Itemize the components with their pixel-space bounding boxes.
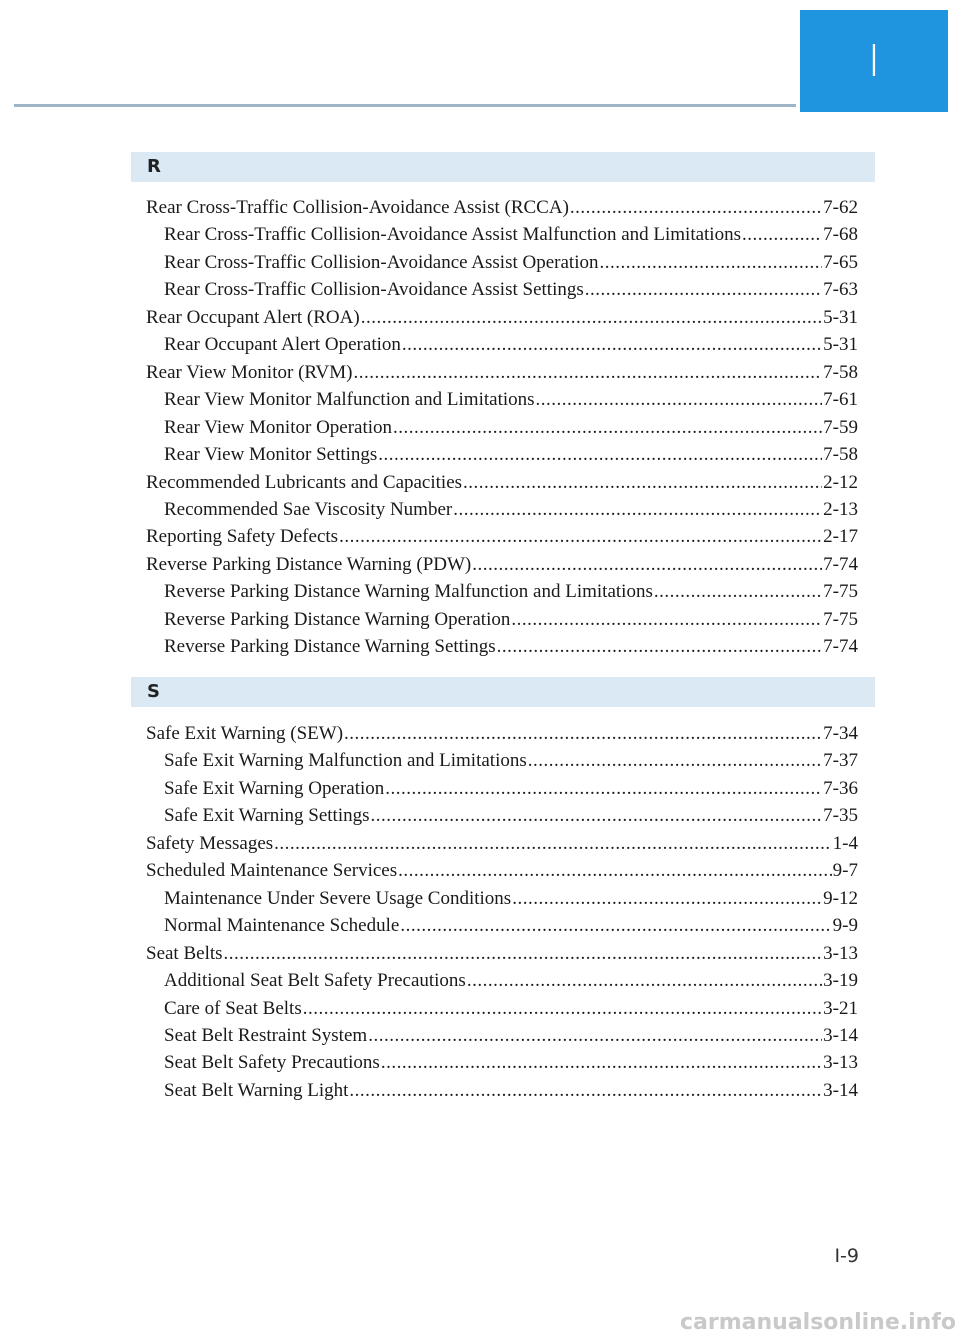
entry-label: Rear Cross-Traffic Collision-Avoidance Assist (RCCA) bbox=[146, 197, 569, 218]
index-entry[interactable] bbox=[146, 720, 858, 747]
dot-leader bbox=[402, 331, 822, 358]
index-entry[interactable] bbox=[146, 469, 858, 496]
index-subentry[interactable] bbox=[164, 221, 858, 248]
dot-leader bbox=[600, 249, 823, 276]
dot-leader bbox=[371, 802, 823, 829]
entry-label: Seat Belt Safety Precautions bbox=[164, 1052, 380, 1074]
entry-label: Seat Belts bbox=[146, 942, 223, 964]
entry-label: Maintenance Under Severe Usage Conditions bbox=[164, 887, 512, 909]
dot-leader bbox=[344, 720, 822, 747]
entry-label: Rear Cross-Traffic Collision-Avoidance Assist Malfunction and Limitations bbox=[164, 224, 741, 246]
dot-leader bbox=[497, 633, 823, 660]
entry-label: Rear View Monitor Settings bbox=[164, 444, 378, 466]
entry-page: 3-14 bbox=[823, 1024, 858, 1046]
entry-label: Rear Cross-Traffic Collision-Avoidance Assist Settings bbox=[164, 279, 584, 301]
dot-leader bbox=[585, 276, 822, 303]
entry-page: 7-59 bbox=[823, 416, 858, 438]
entry-page: 1-4 bbox=[832, 832, 858, 854]
index-subentry[interactable] bbox=[164, 995, 858, 1022]
index-subentry[interactable] bbox=[164, 1022, 858, 1049]
entry-label: Seat Belt Warning Light bbox=[164, 1079, 349, 1101]
dot-leader bbox=[378, 441, 822, 468]
dot-leader bbox=[400, 912, 831, 939]
index-subentry[interactable] bbox=[164, 775, 858, 802]
header-rule bbox=[14, 104, 796, 107]
dot-leader bbox=[398, 857, 832, 884]
dot-leader bbox=[528, 747, 822, 774]
dot-leader bbox=[381, 1049, 822, 1076]
entry-page: 2-13 bbox=[823, 498, 858, 520]
index-subentry[interactable] bbox=[164, 249, 858, 276]
entry-label: Reverse Parking Distance Warning (PDW) bbox=[146, 553, 472, 575]
index-entry[interactable] bbox=[146, 830, 858, 857]
index-subentry[interactable] bbox=[164, 414, 858, 441]
entry-page: 7-58 bbox=[823, 361, 858, 383]
index-subentry[interactable] bbox=[164, 331, 858, 358]
index-subentry[interactable] bbox=[164, 578, 858, 605]
entry-label: Rear View Monitor Operation bbox=[164, 416, 393, 438]
index-subentry[interactable] bbox=[164, 802, 858, 829]
entry-label: Reverse Parking Distance Warning Operation bbox=[164, 608, 511, 630]
entry-page: 3-21 bbox=[823, 997, 858, 1019]
entry-page: 7-74 bbox=[823, 553, 858, 575]
section-letter: R bbox=[147, 156, 161, 177]
dot-leader bbox=[536, 386, 823, 413]
entry-label: Normal Maintenance Schedule bbox=[164, 915, 400, 937]
section-header-r bbox=[131, 152, 875, 182]
dot-leader bbox=[511, 606, 822, 633]
index-entry[interactable] bbox=[146, 304, 858, 331]
entry-label: Care of Seat Belts bbox=[164, 997, 302, 1019]
entry-page: 7-68 bbox=[823, 224, 858, 246]
entry-page: 7-62 bbox=[823, 197, 858, 218]
entry-label: Rear View Monitor (RVM) bbox=[146, 361, 353, 383]
dot-leader bbox=[361, 304, 822, 331]
dot-leader bbox=[349, 1077, 822, 1104]
index-subentry[interactable] bbox=[164, 496, 858, 523]
entry-page: 2-17 bbox=[823, 526, 858, 548]
entry-label: Scheduled Maintenance Services bbox=[146, 860, 398, 882]
dot-leader bbox=[463, 469, 822, 496]
index-entry[interactable] bbox=[146, 523, 858, 550]
entry-page: 3-14 bbox=[823, 1079, 858, 1101]
index-entry[interactable] bbox=[146, 551, 858, 578]
index-subentry[interactable] bbox=[164, 276, 858, 303]
entry-page: 7-65 bbox=[823, 251, 858, 273]
entry-label: Rear Occupant Alert (ROA) bbox=[146, 306, 360, 328]
entry-page: 7-37 bbox=[823, 750, 858, 772]
entry-label: Safety Messages bbox=[146, 832, 274, 854]
dot-leader bbox=[385, 775, 822, 802]
entry-label: Safe Exit Warning Settings bbox=[164, 805, 370, 827]
dot-leader bbox=[354, 359, 823, 386]
entry-label: Safe Exit Warning Malfunction and Limitations bbox=[164, 750, 527, 772]
dot-leader bbox=[274, 830, 832, 857]
dot-leader bbox=[467, 967, 822, 994]
entry-label: Rear Occupant Alert Operation bbox=[164, 334, 401, 356]
section-letter: S bbox=[147, 681, 160, 702]
dot-leader bbox=[742, 221, 822, 248]
index-subentry[interactable] bbox=[164, 967, 858, 994]
index-entry[interactable] bbox=[146, 359, 858, 386]
index-subentry[interactable] bbox=[164, 747, 858, 774]
entry-page: 3-13 bbox=[823, 1052, 858, 1074]
entry-page: 5-31 bbox=[823, 306, 858, 328]
index-subentry[interactable] bbox=[164, 633, 858, 660]
dot-leader bbox=[654, 578, 822, 605]
index-subentry[interactable] bbox=[164, 885, 858, 912]
entry-page: 9-12 bbox=[823, 887, 858, 909]
index-subentry[interactable] bbox=[164, 441, 858, 468]
dot-leader bbox=[224, 940, 823, 967]
dot-leader bbox=[512, 885, 822, 912]
entry-page: 2-12 bbox=[823, 471, 858, 493]
index-subentry[interactable] bbox=[164, 1049, 858, 1076]
section-header-s bbox=[131, 677, 875, 707]
index-subentry[interactable] bbox=[164, 912, 858, 939]
dot-leader bbox=[368, 1022, 822, 1049]
index-subentry[interactable] bbox=[164, 606, 858, 633]
entry-label: Additional Seat Belt Safety Precautions bbox=[164, 970, 466, 992]
entry-label: Recommended Lubricants and Capacities bbox=[146, 471, 463, 493]
index-entry[interactable] bbox=[146, 194, 858, 221]
dot-leader bbox=[453, 496, 822, 523]
entry-page: 3-13 bbox=[823, 942, 858, 964]
dot-leader bbox=[472, 551, 822, 578]
dot-leader bbox=[303, 995, 822, 1022]
index-subentry[interactable] bbox=[164, 386, 858, 413]
entry-label: Seat Belt Restraint System bbox=[164, 1024, 368, 1046]
dot-leader bbox=[570, 194, 822, 221]
entry-page: 9-9 bbox=[832, 915, 858, 937]
entry-label: Safe Exit Warning (SEW) bbox=[146, 723, 344, 744]
page-number: I-9 bbox=[834, 1245, 859, 1267]
index-entry[interactable] bbox=[146, 940, 858, 967]
entry-page: 7-75 bbox=[823, 608, 858, 630]
entry-page: 7-74 bbox=[823, 636, 858, 658]
entry-label: Rear Cross-Traffic Collision-Avoidance Assist Operation bbox=[164, 251, 599, 273]
entry-label: Safe Exit Warning Operation bbox=[164, 777, 385, 799]
entry-label: Recommended Sae Viscosity Number bbox=[164, 498, 453, 520]
dot-leader bbox=[393, 414, 822, 441]
entry-page: 5-31 bbox=[823, 334, 858, 356]
entry-page: 9-7 bbox=[832, 860, 858, 882]
entry-page: 7-61 bbox=[823, 389, 858, 411]
entry-page: 3-19 bbox=[823, 970, 858, 992]
entry-label: Reverse Parking Distance Warning Malfunction and Limitations bbox=[164, 581, 653, 603]
index-entry[interactable] bbox=[146, 857, 858, 884]
entry-label: Reporting Safety Defects bbox=[146, 526, 339, 548]
entry-label: Rear View Monitor Malfunction and Limitations bbox=[164, 389, 535, 411]
index-subentry[interactable] bbox=[164, 1077, 858, 1104]
entry-page: 7-34 bbox=[823, 723, 858, 744]
entry-page: 7-58 bbox=[823, 444, 858, 466]
entry-label: Reverse Parking Distance Warning Settings bbox=[164, 636, 496, 658]
entry-page: 7-63 bbox=[823, 279, 858, 301]
entry-page: 7-36 bbox=[823, 777, 858, 799]
entry-page: 7-75 bbox=[823, 581, 858, 603]
entry-page: 7-35 bbox=[823, 805, 858, 827]
index-tab: I bbox=[800, 10, 948, 112]
watermark: carmanualsonline.info bbox=[680, 1310, 956, 1335]
dot-leader bbox=[339, 523, 822, 550]
